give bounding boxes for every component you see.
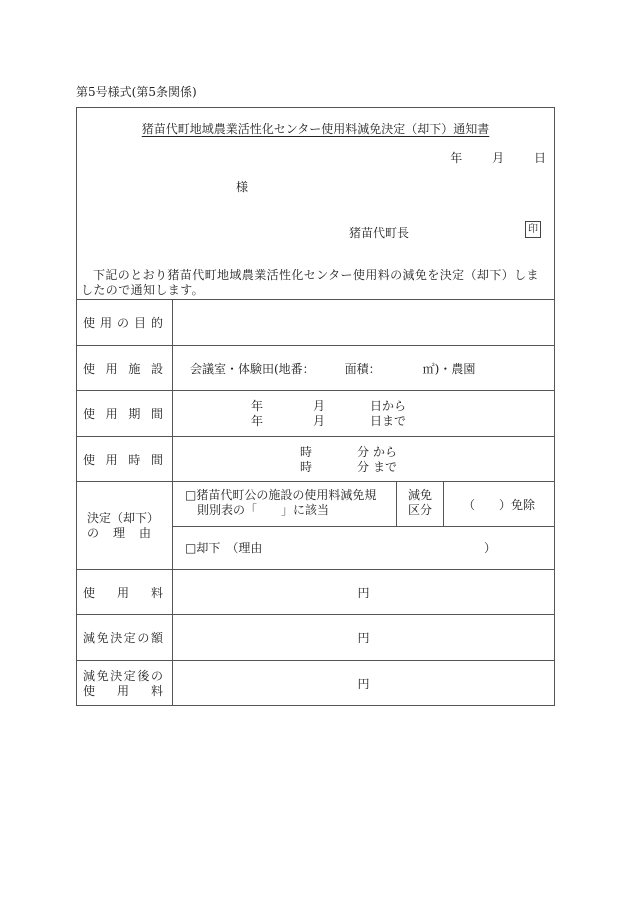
label-fee-after: 減 免 決 定 後 の 使 用 料 <box>77 661 173 706</box>
label-facility: 使 用 施 設 <box>77 346 173 390</box>
facility-field[interactable]: 会議室・体験田(地番： 面積： ㎡)・農園 <box>190 361 476 376</box>
approve-checkbox[interactable]: □ <box>185 488 197 502</box>
label-time: 使 用 時 間 <box>77 437 173 481</box>
reject-subrow <box>173 526 554 569</box>
row-reduction-amount <box>77 614 554 660</box>
row-fee-after <box>77 660 554 706</box>
issuer-name: 猪苗代町長 <box>349 226 410 240</box>
label-period: 使 用 期 間 <box>77 391 173 436</box>
reject-reason-label: 却下 （理由 <box>196 541 263 555</box>
time-field[interactable]: 時 分 から 時 分 まで <box>300 445 398 474</box>
seal-icon: 印 <box>525 221 541 238</box>
label-reduction-amount: 減 免 決 定 の 額 <box>77 615 173 660</box>
date-year: 年 <box>450 151 463 165</box>
label-fee: 使 用 料 <box>77 570 173 614</box>
row-time <box>77 436 554 481</box>
notice-form <box>76 107 555 706</box>
row-period <box>77 390 554 436</box>
row-purpose <box>77 299 554 345</box>
row-reason <box>77 481 554 569</box>
row-fee <box>77 569 554 614</box>
label-purpose: 使 用 の 目 的 <box>77 300 173 345</box>
category-label: 減免 区分 <box>407 488 432 517</box>
reject-reason-close: ） <box>484 541 497 555</box>
intro-text: 下記のとおり猪苗代町地域農業活性化センター使用料の減免を決定（却下）しましたので通知します。 <box>81 268 539 297</box>
exemption-field[interactable]: （ ）免除 <box>462 497 535 512</box>
issue-date <box>450 149 546 166</box>
row-facility <box>77 345 554 390</box>
purpose-field[interactable] <box>173 300 554 345</box>
date-month: 月 <box>492 151 505 165</box>
reduction-amount-field[interactable]: 円 <box>357 631 370 645</box>
approve-option[interactable]: □猪苗代町公の施設の使用料減免規 則別表の「 」に該当 <box>185 488 377 517</box>
label-reason: 決定（却下） の 理 由 <box>77 482 173 569</box>
fee-field[interactable]: 円 <box>357 585 370 600</box>
form-reference: 第5号様式(第5条関係) <box>76 85 197 99</box>
fee-after-field[interactable]: 円 <box>357 677 370 691</box>
reject-checkbox[interactable]: □ <box>185 540 197 555</box>
recipient-suffix: 様 <box>236 180 249 194</box>
period-field[interactable]: 年 月 日から 年 月 日まで <box>251 399 407 428</box>
document-title: 猪苗代町地域農業活性化センター使用料減免決定（却下）通知書 <box>141 122 490 136</box>
date-day: 日 <box>533 151 546 165</box>
approve-subrow <box>173 482 554 526</box>
